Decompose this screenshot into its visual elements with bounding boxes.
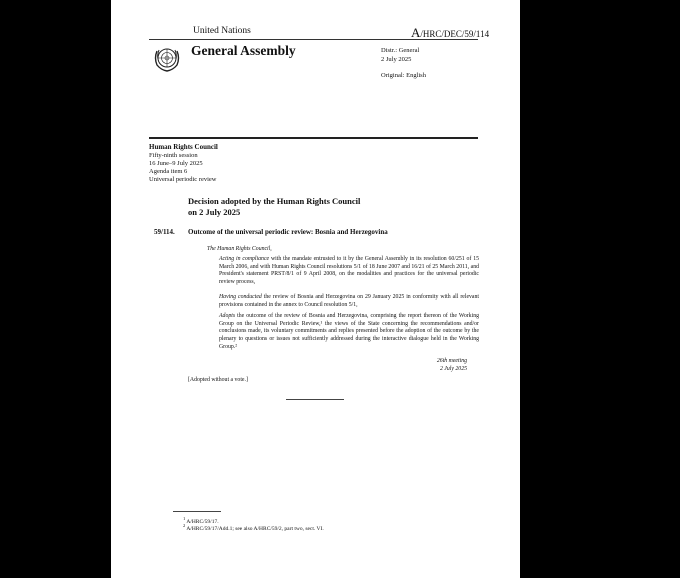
paragraph-2: [207, 294, 479, 309]
symbol-rest: /HRC/DEC/59/114: [420, 29, 490, 39]
header-rule: [149, 39, 478, 40]
footnote-2-number: 2: [183, 523, 186, 528]
original-language: Original: English: [381, 72, 426, 79]
meeting-block: [437, 358, 467, 373]
footnote-1-number: 1: [183, 516, 186, 521]
agenda-item: Agenda item 6: [149, 168, 188, 175]
session-info: [149, 143, 218, 184]
p2-lead: Having conducted: [219, 294, 262, 300]
body-title: General Assembly: [191, 43, 296, 58]
decision-title-line2: on 2 July 2025: [188, 206, 241, 217]
intro-line: [207, 246, 467, 254]
footnote-rule: [173, 511, 221, 512]
p3-text: the outcome of the review of Bosnia and Herzegovina, comprising the report thereon of the Working Group on the Universal Periodic Review,¹ the views of the State concerning the recommendations and/or conclusions made, its voluntary commitments and replies presented before the adoption of the outcome by the plenary to questions or issues not sufficiently addressed during the interactive dialogue held in the Working Group.²: [219, 313, 479, 350]
decision-number: 59/114.: [154, 228, 175, 236]
p3-lead: Adopts: [219, 313, 236, 319]
council-name: Human Rights Council: [149, 143, 218, 151]
footnote-2-text: A/HRC/59/17/Add.1; see also A/HRC/59/2, part two, sect. VI.: [186, 525, 324, 532]
meeting-number: 26th meeting: [436, 358, 467, 364]
document-page: [111, 0, 520, 578]
footnote-1-text: A/HRC/59/17.: [186, 518, 219, 525]
decision-title: [188, 196, 360, 217]
p2-text: the review of Bosnia and Herzegovina on 29 January 2025 in conformity with all relevant provisions contained in the annex to Council resolution 5/1,: [219, 294, 479, 308]
p1-text: with the mandate entrusted to it by the General Assembly in its resolution 60/251 of 15 March 2006, and with Human Rights Council resolutions 5/1 of 18 June 2007 and 16/21 of 25 March 2011, and President's statement PRST/8/1 of 9 April 2008, on the modalities and practices for the universal periodic review process,: [219, 256, 479, 286]
decision-heading: Outcome of the universal periodic review: Bosnia and Herzegovina: [188, 228, 388, 236]
org-name: United Nations: [193, 26, 251, 36]
meeting-date: 2 July 2025: [439, 365, 467, 372]
issue-date: 2 July 2025: [381, 56, 412, 63]
session-name: Fifty-ninth session: [149, 152, 198, 159]
agenda-topic: Universal periodic review: [149, 176, 217, 183]
distribution-block: [381, 46, 419, 64]
decision-title-line1: Decision adopted by the Human Rights Council: [188, 196, 361, 206]
symbol-prefix: A: [411, 25, 421, 40]
end-separator: [286, 399, 344, 400]
distribution: Distr.: General: [381, 47, 420, 54]
intro-text: The Human Rights Council,: [207, 246, 272, 252]
session-dates: 16 June–9 July 2025: [149, 160, 203, 167]
paragraph-1: [207, 256, 479, 287]
footnote-2: [183, 523, 324, 532]
adoption-note: [Adopted without a vote.]: [188, 377, 248, 383]
un-emblem-icon: [152, 43, 182, 73]
p1-lead: Acting in compliance: [219, 256, 270, 262]
section-rule: [149, 137, 478, 139]
paragraph-3: [207, 313, 479, 352]
